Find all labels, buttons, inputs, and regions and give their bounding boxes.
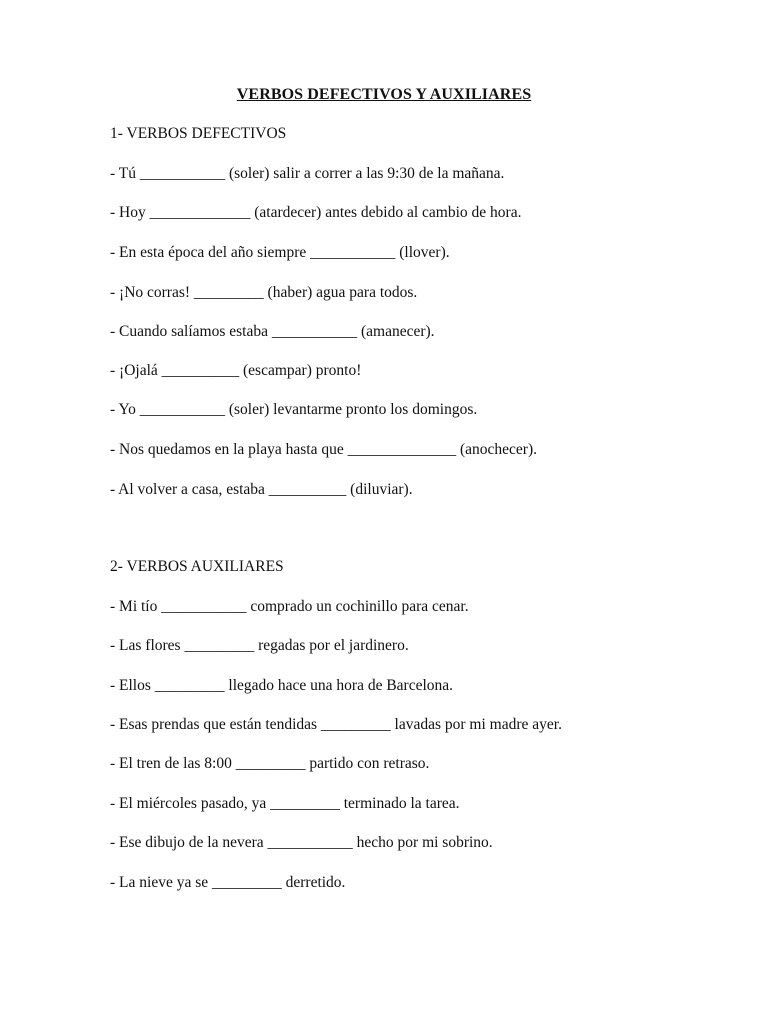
exercise-item: - Esas prendas que están tendidas _________ lavadas por mi madre ayer. xyxy=(110,716,562,733)
document-title: VERBOS DEFECTIVOS Y AUXILIARES xyxy=(236,86,532,103)
exercise-item: - En esta época del año siempre ___________ (llover). xyxy=(110,244,450,261)
exercise-item: - El tren de las 8:00 _________ partido con retraso. xyxy=(110,755,430,772)
section-heading-defectivos: 1- VERBOS DEFECTIVOS xyxy=(110,125,287,142)
exercise-item: - Tú ___________ (soler) salir a correr a las 9:30 de la mañana. xyxy=(110,165,505,182)
exercise-item: - Mi tío ___________ comprado un cochinillo para cenar. xyxy=(110,598,469,615)
exercise-item: - Ese dibujo de la nevera ___________ hecho por mi sobrino. xyxy=(110,834,493,851)
exercise-item: - Yo ___________ (soler) levantarme pronto los domingos. xyxy=(110,401,478,418)
exercise-item: - Al volver a casa, estaba __________ (diluviar). xyxy=(110,481,413,498)
exercise-item: - El miércoles pasado, ya _________ terminado la tarea. xyxy=(110,795,460,812)
exercise-item: - Cuando salíamos estaba ___________ (amanecer). xyxy=(110,323,435,340)
exercise-item: - Nos quedamos en la playa hasta que ______________ (anochecer). xyxy=(110,441,537,458)
exercise-item: - La nieve ya se _________ derretido. xyxy=(110,874,346,891)
section-heading-auxiliares: 2- VERBOS AUXILIARES xyxy=(110,558,284,575)
exercise-item: - Hoy _____________ (atardecer) antes debido al cambio de hora. xyxy=(110,204,522,221)
exercise-item: - ¡Ojalá __________ (escampar) pronto! xyxy=(110,362,362,379)
exercise-item: - ¡No corras! _________ (haber) agua para todos. xyxy=(110,284,418,301)
exercise-item: - Las flores _________ regadas por el jardinero. xyxy=(110,637,409,654)
exercise-item: - Ellos _________ llegado hace una hora de Barcelona. xyxy=(110,677,454,694)
